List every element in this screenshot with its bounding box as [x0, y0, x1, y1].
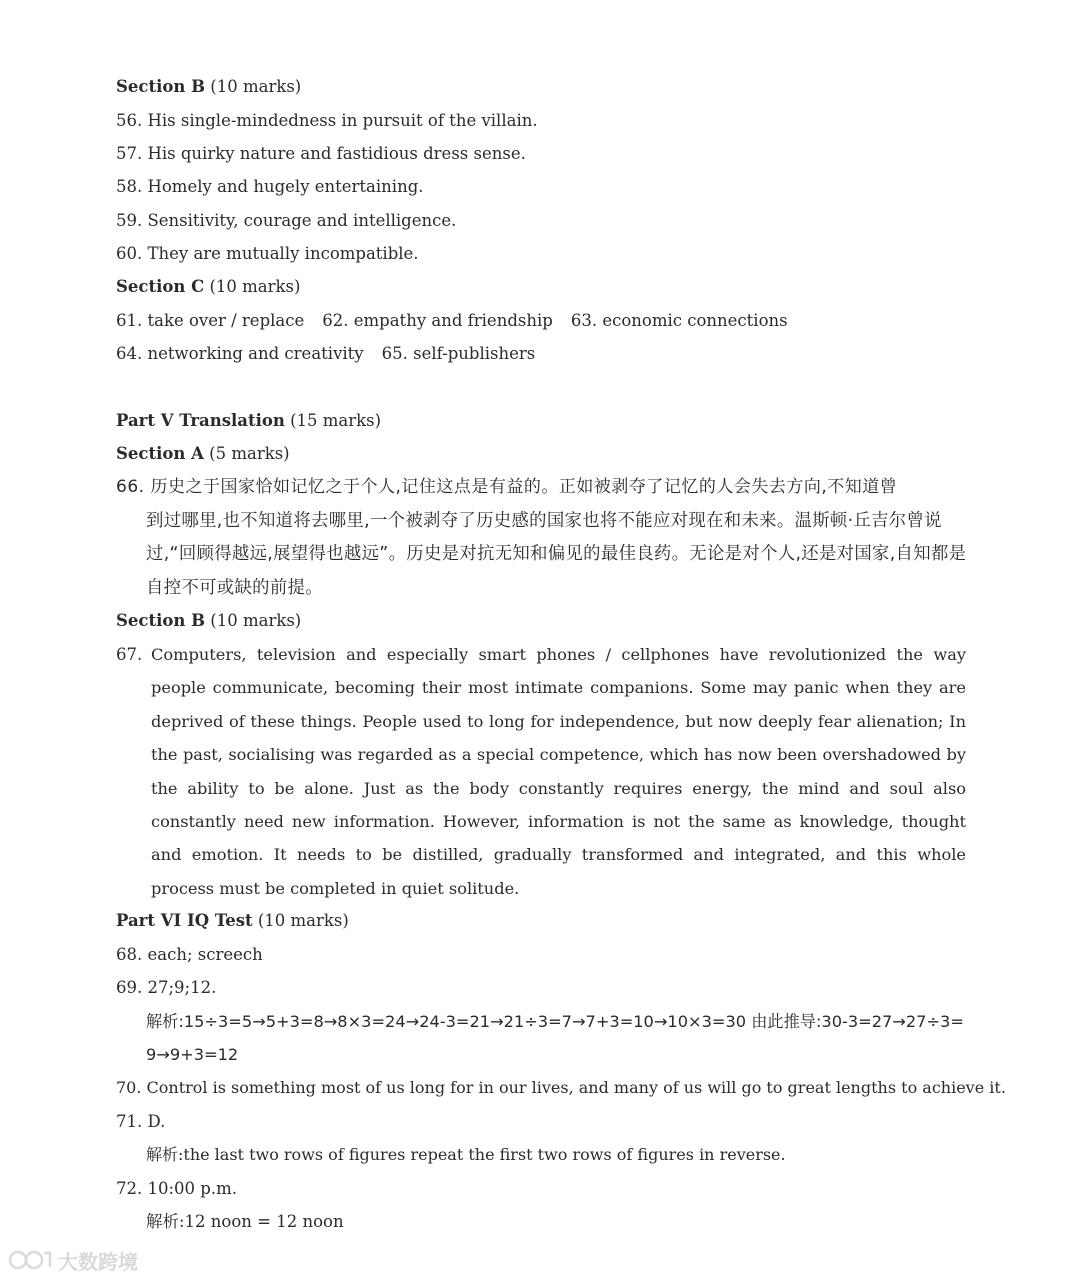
answers-64-65 — [116, 343, 535, 365]
answer-72-explanation: 解析:12 noon = 12 noon — [146, 1212, 344, 1231]
watermark-text: 大数跨境 — [58, 1249, 138, 1274]
answer-69-explanation: 解析:15÷3=5→5+3=8→8×3=24→24-3=21→21÷3=7→7+3=10→10×3=30 由此推导:30-3=27→27÷3= — [146, 1012, 964, 1031]
section-marks: (10 marks) — [205, 611, 302, 630]
watermark — [8, 1245, 138, 1275]
part-label: Part V Translation — [116, 411, 285, 430]
section-b-heading — [116, 76, 301, 98]
answer-71-explanation: 解析:the last two rows of figures repeat the first two rows of figures in reverse. — [146, 1145, 786, 1164]
watermark-logo-icon — [8, 1247, 52, 1273]
answer-61: 61. take over / replace — [116, 311, 305, 330]
answer-71: 71. D. — [116, 1112, 166, 1131]
answer-67-number: 67. — [116, 645, 143, 664]
answer-57: 57. His quirky nature and fastidious dress sense. — [116, 144, 526, 163]
section-label: Section C — [116, 277, 205, 296]
answer-62: 62. empathy and friendship — [322, 311, 553, 330]
part-marks: (15 marks) — [284, 411, 382, 430]
answer-65: 65. self-publishers — [381, 344, 536, 363]
answers-61-63 — [116, 310, 788, 332]
answer-70: 70. Control is something most of us long for in our lives, and many of us will go to great lengths to achieve it. — [116, 1078, 1006, 1097]
answer-66-continuation: 到过哪里,也不知道将去哪里,一个被剥夺了历史感的国家也将不能应对现在和未来。温斯顿·丘吉尔曾说过,“回顾得越远,展望得也越远”。历史是对抗无知和偏见的最佳良药。无论是对个人,还是对国家,自知都是自控不可或缺的前提。 — [146, 511, 967, 598]
answer-67-text: Computers, television and especially smart phones / cellphones have revolutionized the way people communicate, becoming their most intimate companions. Some may panic when they are deprived of these things. People used to long for independence, but now deeply fear alienation; In the past, socialising was regarded as a special competence, which has now been overshadowed by the ability to be alone. Just as the body constantly requires energy, the mind and soul also constantly need new information. However, information is not the same as knowledge, thought and emotion. It needs to be distilled, gradually transformed and integrated, and this whole process must be completed in quiet solitude. — [151, 645, 966, 898]
answer-63: 63. economic connections — [570, 311, 788, 330]
section-marks: (5 marks) — [203, 444, 290, 463]
section-label: Section B — [116, 77, 206, 96]
answer-58: 58. Homely and hugely entertaining. — [116, 177, 424, 196]
answer-68: 68. each; screech — [116, 945, 263, 964]
answer-56: 56. His single-mindedness in pursuit of the villain. — [116, 111, 538, 130]
answer-64: 64. networking and creativity — [116, 344, 364, 363]
answer-69: 69. 27;9;12. — [116, 978, 217, 997]
section-label: Section A — [116, 444, 204, 463]
answer-60: 60. They are mutually incompatible. — [116, 244, 419, 263]
answer-66-first-line: 66. 历史之于国家恰如记忆之于个人,记住这点是有益的。正如被剥夺了记忆的人会失去方向,不知道曾 — [116, 477, 898, 497]
section-a-heading — [116, 443, 290, 465]
section-label: Section B — [116, 611, 206, 630]
section-b-translation-heading — [116, 610, 301, 632]
section-marks: (10 marks) — [205, 77, 302, 96]
answer-59: 59. Sensitivity, courage and intelligence. — [116, 211, 457, 230]
part-vi-heading — [116, 910, 349, 932]
part-v-heading — [116, 410, 381, 432]
answer-69-explanation-cont: 9→9+3=12 — [146, 1045, 239, 1064]
answer-72: 72. 10:00 p.m. — [116, 1179, 237, 1198]
section-marks: (10 marks) — [204, 277, 301, 296]
section-c-heading — [116, 276, 300, 298]
part-label: Part VI IQ Test — [116, 911, 253, 930]
part-marks: (10 marks) — [252, 911, 349, 930]
